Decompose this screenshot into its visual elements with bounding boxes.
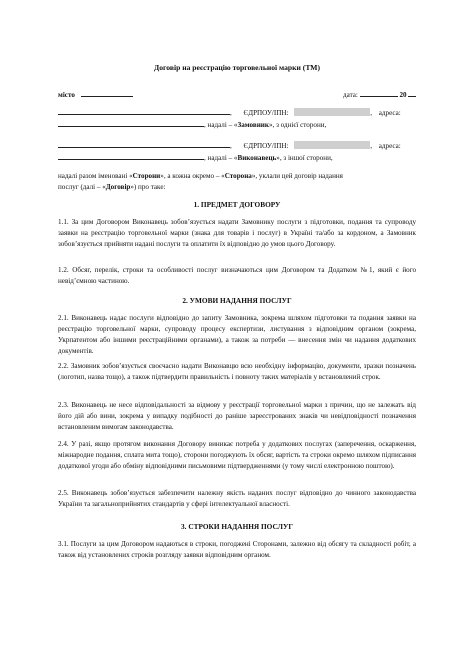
date-label: дата: [343, 91, 356, 99]
executor-line-1: , ЄДРПОУ/ІПН: , адреса:: [58, 140, 401, 152]
intro-contract: Договір: [105, 183, 131, 191]
paragraph-3-1: 3.1. Послуги за цим Договором надаються в строки, погоджені Сторонами, залежно від обсягу та складності робіт, а також від установлених строків розгляду заявки відповідним органом.: [58, 540, 416, 560]
paragraph-2-4: 2.4. У разі, якщо протягом виконання Договору виникає потреба у додаткових послугах (заперечення, оскарження, міжнародне подання, сплата мита тощо), сторони погоджують їх обсяг, вартість та строки окремо шляхом підписання додаткової угоди або обміну відповідними письмовими підтвердженнями (у тому числі електронною поштою).: [58, 440, 416, 471]
city-field[interactable]: [81, 89, 133, 97]
paragraph-2-1: 2.1. Виконавець надає послуги відповідно до запиту Замовника, зокрема шляхом підготовки та подання заявки на реєстрацію торговельної марки, супроводу процесу експертизи, листування з відповідним органом (зокрема, Укрпатентом або іншими реєстраційними органами), а також за потреби — внесення змін чи надання додаткових документів.: [58, 314, 416, 356]
customer-address-field[interactable]: [58, 119, 204, 127]
date-field[interactable]: [360, 89, 398, 97]
section-3-heading: 3. СТРОКИ НАДАННЯ ПОСЛУГ: [181, 522, 293, 531]
city-line: [58, 89, 133, 101]
executor-text-post: », з іншої сторони,: [276, 154, 333, 162]
customer-line-2: [58, 119, 326, 131]
executor-role: Виконавець: [237, 154, 277, 162]
document-title: Договір на реєстрацію торговельної марки (ТМ): [154, 63, 320, 72]
customer-edrpou-field[interactable]: [294, 108, 370, 116]
paragraph-2-2: 2.2. Замовник зобов’язується своєчасно надати Виконавцю всю необхідну інформацію, документи, зразки позначень (логотип, назва тощо), а також підтвердити правильність і повноту таких матеріалів у встановлений строк.: [58, 362, 416, 382]
executor-edrpou-label: ЄДРПОУ/ІПН:: [243, 142, 289, 150]
intro-line-2: [58, 183, 165, 193]
paragraph-1-2: 1.2. Обсяг, перелік, строки та особливості послуг визначаються цим Договором та Додатком №1, який є його невід’ємною частиною.: [58, 266, 416, 286]
customer-text-post: », з однієї сторони,: [268, 121, 327, 129]
intro-p3: », уклали цей договір надання: [251, 172, 343, 180]
intro-line-1: [58, 172, 343, 182]
section-2-heading: 2. УМОВИ НАДАННЯ ПОСЛУГ: [182, 296, 292, 305]
customer-address-label: адреса:: [378, 109, 401, 117]
customer-name-field[interactable]: [58, 107, 230, 115]
customer-edrpou-label: ЄДРПОУ/ІПН:: [243, 109, 289, 117]
year-field[interactable]: [408, 89, 416, 97]
intro-side: Сторона: [224, 172, 252, 180]
executor-address-field[interactable]: [58, 152, 204, 160]
intro-line2-pre: послуг (далі – «: [58, 183, 106, 191]
customer-line-1: , ЄДРПОУ/ІПН: , адреса:: [58, 107, 401, 119]
date-year: 20: [399, 91, 407, 99]
date-line: дата: 20: [343, 89, 416, 101]
section-1-heading: 1. ПРЕДМЕТ ДОГОВОРУ: [193, 200, 281, 209]
executor-line-2: [58, 152, 333, 164]
intro-p2: », а кожна окремо – «: [160, 172, 225, 180]
executor-text-pre: , надалі – «: [204, 154, 238, 162]
paragraph-1-1: 1.1. За цим Договором Виконавець зобов’язується надати Замовнику послуги з підготовки, подання та супроводу заявки на реєстрацію торговельної марки (знака для товарів і послуг) в Україні та/або за кордоном, а Замовник зобов’язується прийняти надані послуги та оплатити їх відповідно до умов цього Договору.: [58, 218, 416, 249]
customer-text-pre: , надалі – «: [204, 121, 238, 129]
intro-sides: Сторони: [132, 172, 161, 180]
paragraph-2-3: 2.3. Виконавець не несе відповідальності за відмову у реєстрації торговельної марки з причин, що не залежать від його дій або вини, зокрема у випадку подібності до раніше зареєстрованих знаків чи невідповідності позначення встановленим вимогам законодавства.: [58, 401, 416, 432]
executor-edrpou-field[interactable]: [294, 141, 370, 149]
executor-name-field[interactable]: [58, 140, 230, 148]
paragraph-2-5: 2.5. Виконавець зобов’язується забезпечити належну якість наданих послуг відповідно до чинного законодавства України та загальноприйнятих стандартів у сфері інтелектуальної власності.: [58, 489, 416, 509]
executor-address-label: адреса:: [378, 142, 401, 150]
city-label: місто: [58, 91, 75, 99]
intro-line2-post: ») про таке:: [130, 183, 166, 191]
customer-role: Замовник: [237, 121, 269, 129]
intro-p1: надалі разом іменовані «: [58, 172, 133, 180]
